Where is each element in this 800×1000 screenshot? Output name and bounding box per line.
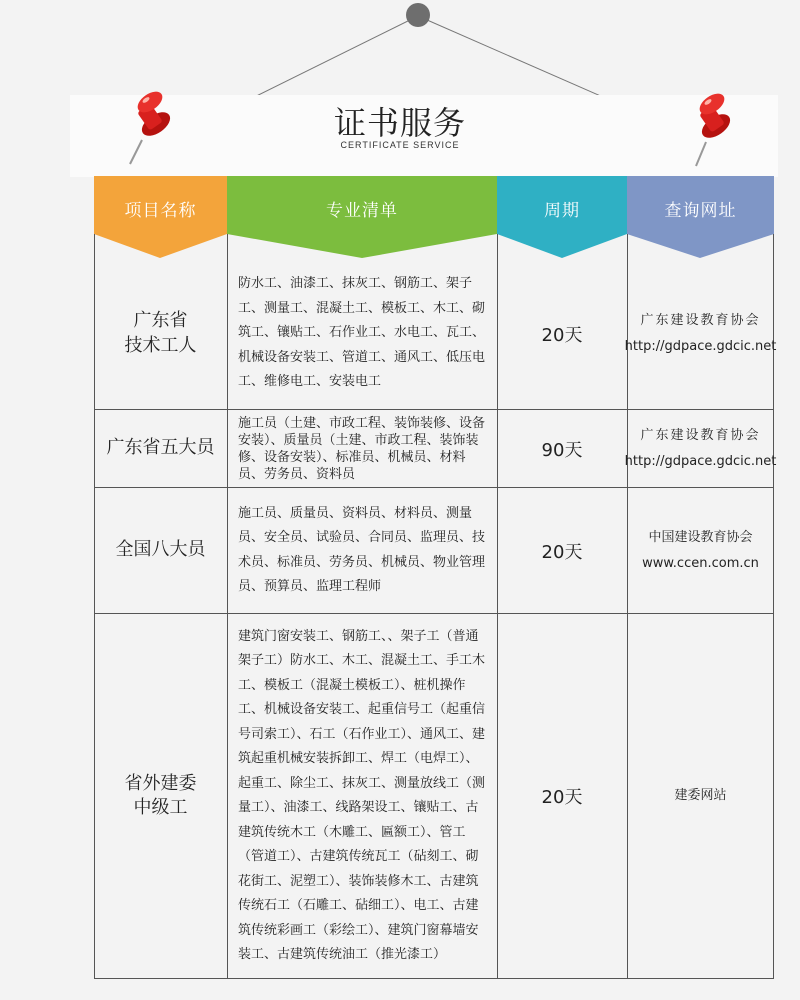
column-header-list: [227, 176, 497, 258]
column-header-period: [497, 176, 627, 258]
row-org: [627, 614, 774, 978]
grid-line: [94, 978, 774, 979]
hanging-nail-icon: [406, 3, 430, 27]
org-name: 中国建设教育协会: [648, 529, 753, 545]
row-org: [624, 258, 777, 409]
row-org: [627, 488, 774, 613]
column-header-label: 周期: [544, 201, 580, 221]
column-header-label: 查询网址: [664, 201, 737, 221]
row-list: 防水工、油漆工、抹灰工、钢筋工、架子工、测量工、混凝土工、模板工、木工、砌筑工、镶贴工、石作业工、水电工、瓦工、机械设备安装工、管道工、通风工、低压电工、维修电工、安装电工: [238, 276, 486, 390]
column-header-label: 项目名称: [124, 201, 197, 221]
org-url[interactable]: http://gdpace.gdcic.net: [624, 338, 777, 354]
org-name[interactable]: 建委网站: [674, 788, 727, 803]
column-header-url: [627, 176, 774, 258]
row-period: 20天: [541, 541, 583, 563]
org-url[interactable]: www.ccen.com.cn: [642, 555, 759, 571]
row-list: 施工员（土建、市政工程、装饰装修、设备安装）、质量员（土建、市政工程、装饰装修、设备安装）、标准员、机械员、材料员、劳务员、资料员: [238, 415, 486, 482]
row-name: 全国八大员: [115, 539, 206, 561]
row-list: 施工员、质量员、资料员、材料员、测量员、安全员、试验员、合同员、监理员、技术员、标准员、劳务员、机械员、物业管理员、预算员、监理工程师: [238, 505, 486, 594]
row-name: 广东省五大员: [106, 437, 215, 459]
org-name: 广东建设教育协会: [640, 312, 761, 328]
column-header-label: 专业清单: [326, 201, 398, 221]
page-subtitle: CERTIFICATE SERVICE: [340, 140, 460, 150]
row-period: 90天: [541, 439, 583, 461]
service-table: [94, 176, 777, 979]
page-title: 证书服务: [333, 104, 466, 142]
row-period: 20天: [541, 324, 583, 346]
org-name: 广东建设教育协会: [640, 427, 761, 443]
row-period: 20天: [541, 787, 583, 808]
row-org: [624, 410, 777, 487]
row-name: 省外建委 中级工: [124, 772, 197, 818]
row-name: 广东省 技术工人: [124, 310, 197, 356]
org-url[interactable]: http://gdpace.gdcic.net: [624, 453, 777, 469]
column-header-project: [94, 176, 227, 258]
row-list: 建筑门窗安装工、钢筋工、、架子工（普通架子工）防水工、木工、混凝土工、手工木工、模板工（混凝土模板工）、桩机操作工、机械设备安装工、起重信号工（起重信号司索工）、石工（石作业工）、通风工、建筑起重机械安装拆卸工、焊工（电焊工）、起重工、除尘工、抹灰工、测量放线工（测量工）、油漆工、线路架设工、镶贴工、古建筑传统木工（木雕工、匾额工）、管工（管道工）、古建筑传统瓦工（砧刻工、砌花街工、泥塑工）、装饰装修木工、古建筑传统石工（石雕工、砧细工）、电工、古建筑传统彩画工（彩绘工）、建筑门窗幕墙安装工、古建筑传统油工（推光漆工）: [238, 628, 486, 962]
